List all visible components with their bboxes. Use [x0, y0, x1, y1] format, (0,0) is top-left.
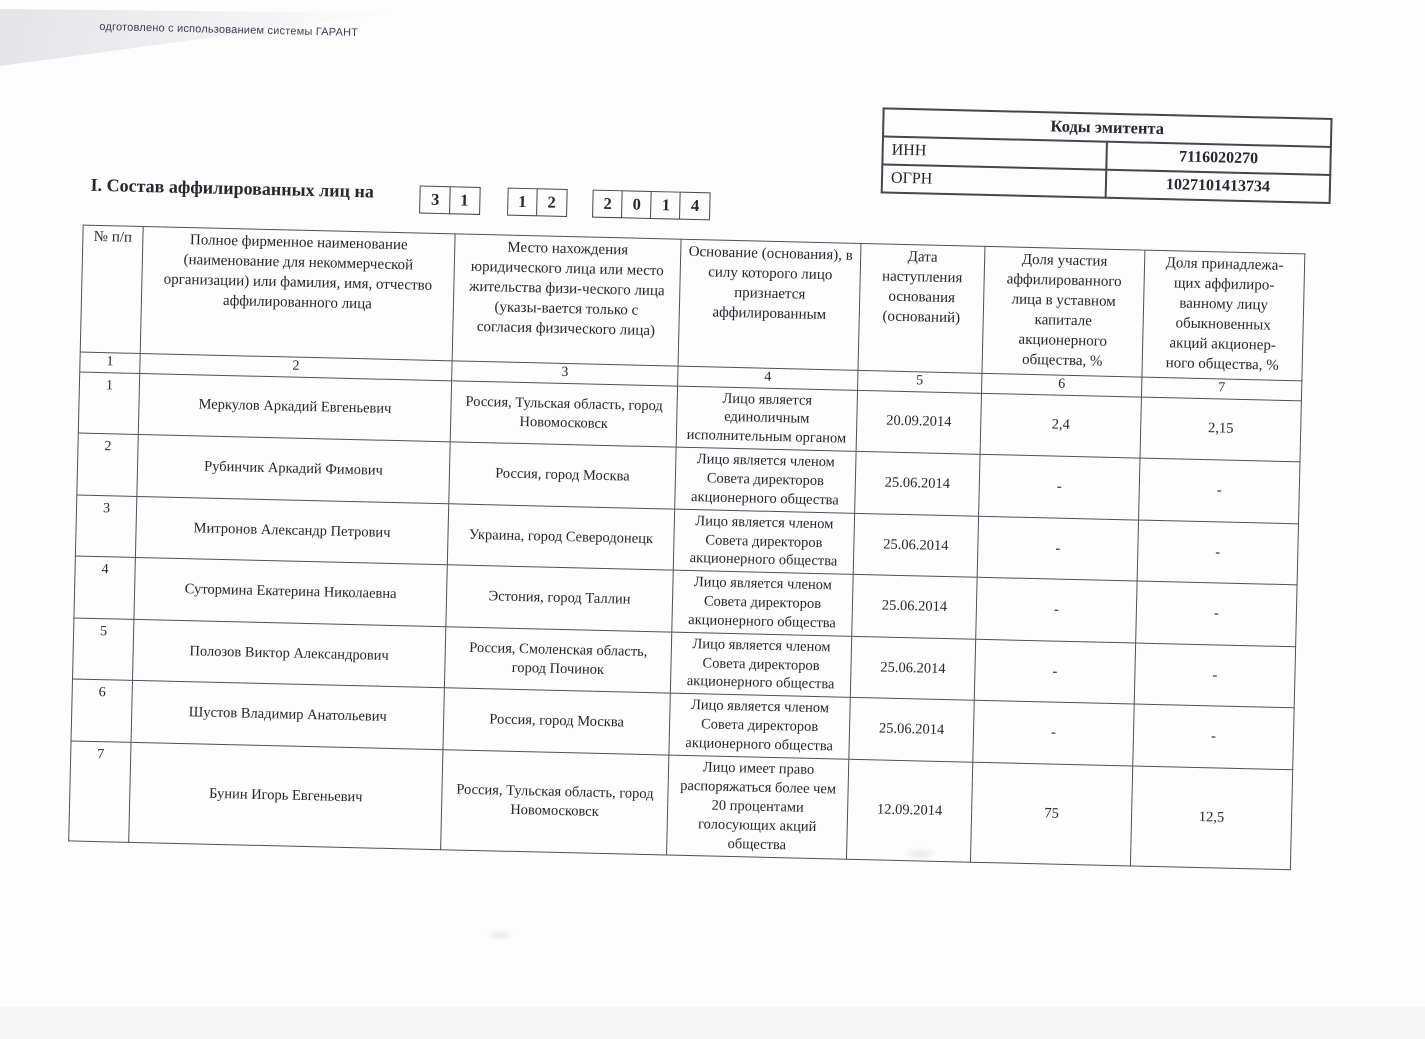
location-cell: Россия, Тульская область, город Новомосковск — [450, 380, 677, 447]
location-cell: Украина, город Северодонецк — [447, 503, 674, 570]
basis-cell: Лицо является членом Совета директоров акционерного общества — [675, 447, 856, 513]
row-number-cell: 5 — [73, 618, 134, 681]
basis-cell: Лицо является членом Совета директоров акционерного общества — [672, 570, 853, 636]
column-number: 3 — [452, 360, 678, 385]
date-digit-cell: 1 — [650, 191, 682, 220]
share-capital-cell: 2,4 — [980, 393, 1141, 458]
date-digit-cell: 4 — [679, 192, 711, 221]
person-name-cell: Полозов Виктор Александрович — [132, 619, 445, 688]
person-name-cell: Шустов Владимир Анатольевич — [131, 681, 444, 750]
date-cell: 20.09.2014 — [856, 390, 981, 454]
date-cell: 25.06.2014 — [850, 636, 975, 700]
basis-cell: Лицо является членом Совета директоров акционерного общества — [669, 693, 850, 759]
col-header-basis: Основание (основания), в силу которого лицо признается аффилированным — [678, 239, 861, 370]
location-cell: Россия, Тульская область, город Новомосковск — [441, 750, 669, 855]
share-capital-cell: 75 — [970, 762, 1132, 866]
location-cell: Эстония, город Таллин — [446, 565, 673, 632]
row-number-cell: 4 — [74, 556, 135, 619]
basis-cell: Лицо имеет право распоряжаться более чем 20 процентами голосующих акций общества — [667, 755, 849, 859]
ogrn-value: 1027101413734 — [1106, 170, 1331, 203]
date-digit-cell: 3 — [419, 186, 451, 215]
share-stock-cell: - — [1134, 643, 1295, 708]
inn-label: ИНН — [882, 136, 1107, 169]
location-cell: Россия, город Москва — [443, 688, 670, 755]
date-day-boxes — [419, 186, 480, 215]
date-cell: 25.06.2014 — [849, 698, 974, 762]
column-number: 4 — [678, 366, 858, 390]
person-name-cell: Сутормина Екатерина Николаевна — [134, 558, 447, 627]
share-stock-cell: 12,5 — [1130, 766, 1292, 870]
person-name-cell: Рубинчик Аркадий Фимович — [137, 435, 450, 504]
garant-watermark-text: одготовлено с использованием системы ГАРАНТ — [99, 21, 358, 39]
date-month-boxes — [507, 188, 568, 217]
basis-cell: Лицо является членом Совета директоров акционерного общества — [673, 509, 854, 575]
column-number: 5 — [858, 370, 982, 393]
row-number-cell: 3 — [75, 495, 136, 558]
column-number: 6 — [981, 373, 1141, 397]
col-header-name: Полное фирменное наименование (наименование для некоммерческой организации) или фамилия, имя, отчество аффилированного лица — [140, 227, 455, 361]
date-cell: 25.06.2014 — [855, 452, 980, 516]
issuer-codes-table — [881, 107, 1333, 204]
share-stock-cell: - — [1136, 581, 1297, 646]
share-capital-cell: - — [977, 516, 1138, 581]
col-header-share-capital: Доля участия аффилированного лица в уставном капитале акционерного общества, % — [982, 246, 1145, 376]
section-title-row — [90, 175, 711, 221]
share-capital-cell: - — [976, 577, 1137, 642]
person-name-cell: Меркулов Аркадий Евгеньевич — [138, 373, 451, 442]
share-stock-cell: 2,15 — [1140, 397, 1301, 462]
section-title: I. Состав аффилированных лиц на — [90, 175, 374, 203]
column-number: 2 — [140, 353, 452, 380]
ogrn-label: ОГРН — [882, 164, 1107, 197]
row-number-cell: 6 — [71, 679, 132, 742]
share-stock-cell: - — [1139, 458, 1300, 523]
date-cell: 12.09.2014 — [846, 759, 972, 862]
share-capital-cell: - — [973, 701, 1134, 766]
location-cell: Россия, город Москва — [449, 442, 676, 509]
date-cell: 25.06.2014 — [853, 513, 978, 577]
person-name-cell: Митронов Александр Петрович — [135, 496, 448, 565]
share-stock-cell: - — [1133, 704, 1294, 769]
affiliated-persons-table — [68, 225, 1305, 870]
date-digit-cell: 1 — [449, 186, 481, 215]
date-year-boxes — [592, 190, 711, 221]
date-digit-cell: 2 — [592, 190, 624, 219]
location-cell: Россия, Смоленская область, город Починок — [444, 627, 671, 694]
row-number-cell: 1 — [78, 372, 139, 435]
basis-cell: Лицо является единоличным исполнительным органом — [676, 386, 857, 452]
share-stock-cell: - — [1137, 520, 1298, 585]
column-number: 1 — [80, 352, 140, 373]
row-number-cell: 7 — [69, 741, 131, 842]
share-capital-cell: - — [979, 454, 1140, 519]
row-number-cell: 2 — [77, 433, 138, 496]
col-header-num: № п/п — [80, 225, 143, 353]
date-digit-cell: 2 — [536, 188, 568, 217]
col-header-date: Дата наступления основания (оснований) — [858, 243, 985, 373]
date-digit-cell: 0 — [621, 190, 653, 219]
col-header-location: Место нахождения юридического лица или место жительства физи-ческого лица (указы-вается только с согласия физического лица) — [452, 234, 681, 366]
column-number: 7 — [1141, 377, 1301, 401]
inn-value: 7116020270 — [1106, 142, 1331, 175]
col-header-share-stock: Доля принадлежа-щих аффилиро-ванному лицу обыкновенных акций акционер-ного общества, % — [1142, 250, 1305, 380]
basis-cell: Лицо является членом Совета директоров акционерного общества — [670, 632, 851, 698]
codes-title: Коды эмитента — [883, 108, 1332, 147]
date-cell: 25.06.2014 — [852, 575, 977, 639]
person-name-cell: Бунин Игорь Евгеньевич — [129, 742, 443, 849]
share-capital-cell: - — [974, 639, 1135, 704]
date-digit-cell: 1 — [507, 188, 539, 217]
